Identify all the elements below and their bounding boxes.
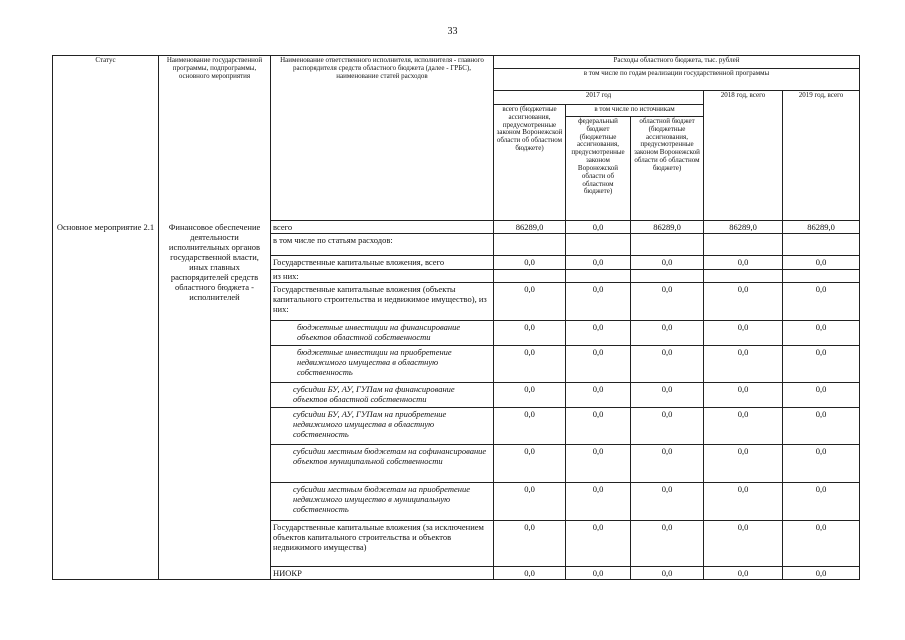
cell-2017-federal: 0,0 [566,321,631,346]
cell-2017-federal: 0,0 [566,408,631,445]
cell-2017-regional: 0,0 [631,408,704,445]
cell-2017-federal: 0,0 [566,567,631,580]
cell-2017-total: 0,0 [494,567,566,580]
cell-2018: 0,0 [704,483,783,521]
header-year-2018: 2018 год, всего [704,91,783,221]
cell-2018: 0,0 [704,383,783,408]
cell-2018: 0,0 [704,408,783,445]
cell-2017-federal [566,270,631,283]
cell-2018 [704,270,783,283]
cell-2017-regional: 0,0 [631,283,704,321]
cell-2017-total: 86289,0 [494,221,566,234]
header-regional: областной бюджет (бюджетные ассигнования, предусмотренные законом Воронежской области об областном бюджете) [631,117,704,221]
cell-2017-regional: 0,0 [631,346,704,383]
event-name: Финансовое обеспечение деятельности исполнительных органов государственной власти, иных главных распорядителей средств областного бюджета - исполнителей [159,221,271,580]
cell-2017-federal: 0,0 [566,346,631,383]
cell-2017-regional: 0,0 [631,567,704,580]
cell-2019: 0,0 [783,256,860,270]
header-program-name: Наименование государственной программы, подпрограммы, основного мероприятия [159,56,271,221]
row-label: субсидии БУ, АУ, ГУПам на приобретение недвижимого имущества в областную собственность [271,408,494,445]
cell-2018 [704,234,783,256]
cell-2019: 0,0 [783,408,860,445]
cell-2017-regional [631,234,704,256]
cell-2017-regional: 0,0 [631,445,704,483]
cell-2018: 86289,0 [704,221,783,234]
cell-2017-federal: 0,0 [566,483,631,521]
cell-2017-regional: 0,0 [631,383,704,408]
header-sources: в том числе по источникам [566,105,704,117]
cell-2017-regional: 0,0 [631,521,704,567]
cell-2017-total: 0,0 [494,321,566,346]
row-label: всего [271,221,494,234]
cell-2017-total [494,270,566,283]
cell-2017-regional: 86289,0 [631,221,704,234]
cell-2019: 0,0 [783,321,860,346]
cell-2017-federal: 0,0 [566,445,631,483]
cell-2018: 0,0 [704,567,783,580]
row-label: из них: [271,270,494,283]
cell-2019: 0,0 [783,521,860,567]
cell-2018: 0,0 [704,321,783,346]
cell-2018: 0,0 [704,445,783,483]
row-label: бюджетные инвестиции на финансирование объектов областной собственности [271,321,494,346]
row-label: НИОКР [271,567,494,580]
cell-2019: 0,0 [783,283,860,321]
cell-2017-regional: 0,0 [631,256,704,270]
header-executor: Наименование ответственного исполнителя, исполнителя - главного распорядителя средств областного бюджета (далее - ГРБС), наименование статей расходов [271,56,494,221]
row-label: Государственные капитальные вложения (за исключением объектов капитального строительства и объектов недвижимого имущества) [271,521,494,567]
cell-2017-total: 0,0 [494,383,566,408]
header-total-2017: всего (бюджетные ассигнования, предусмотренные законом Воронежской области об областном бюджете) [494,105,566,221]
header-expenses: Расходы областного бюджета, тыс. рублей [494,56,860,69]
cell-2017-federal: 0,0 [566,221,631,234]
header-year-2017: 2017 год [494,91,704,105]
header-status: Статус [53,56,159,221]
cell-2018: 0,0 [704,283,783,321]
cell-2017-total: 0,0 [494,521,566,567]
cell-2019: 0,0 [783,445,860,483]
cell-2017-total: 0,0 [494,445,566,483]
row-label: Государственные капитальные вложения, всего [271,256,494,270]
cell-2017-federal: 0,0 [566,283,631,321]
row-label: бюджетные инвестиции на приобретение недвижимого имущества в областную собственность [271,346,494,383]
cell-2019: 0,0 [783,483,860,521]
header-federal: федеральный бюджет (бюджетные ассигнования, предусмотренные законом Воронежской области об областном бюджете) [566,117,631,221]
cell-2017-total: 0,0 [494,408,566,445]
header-by-years: в том числе по годам реализации государственной программы [494,69,860,91]
cell-2017-regional: 0,0 [631,483,704,521]
row-label: Государственные капитальные вложения (объекты капитального строительства и недвижимое имущество), из них: [271,283,494,321]
cell-2017-total [494,234,566,256]
cell-2017-federal: 0,0 [566,383,631,408]
page-number: 33 [447,26,458,37]
cell-2018: 0,0 [704,256,783,270]
row-label: субсидии местным бюджетам на софинансирование объектов муниципальной собственности [271,445,494,483]
row-label: субсидии БУ, АУ, ГУПам на финансирование объектов областной собственности [271,383,494,408]
cell-2017-total: 0,0 [494,483,566,521]
cell-2017-total: 0,0 [494,283,566,321]
budget-table [52,55,860,580]
cell-2017-total: 0,0 [494,346,566,383]
cell-2017-regional: 0,0 [631,321,704,346]
cell-2019: 86289,0 [783,221,860,234]
cell-2019: 0,0 [783,383,860,408]
row-label: субсидии местным бюджетам на приобретение недвижимого имущество в муниципальную собственность [271,483,494,521]
cell-2019: 0,0 [783,346,860,383]
row-label: в том числе по статьям расходов: [271,234,494,256]
cell-2017-regional [631,270,704,283]
cell-2018: 0,0 [704,521,783,567]
cell-2019: 0,0 [783,567,860,580]
cell-2017-federal: 0,0 [566,521,631,567]
event-status: Основное мероприятие 2.1 [53,221,159,580]
cell-2017-total: 0,0 [494,256,566,270]
header-year-2019: 2019 год, всего [783,91,860,221]
cell-2017-federal: 0,0 [566,256,631,270]
cell-2019 [783,234,860,256]
cell-2017-federal [566,234,631,256]
cell-2019 [783,270,860,283]
cell-2018: 0,0 [704,346,783,383]
